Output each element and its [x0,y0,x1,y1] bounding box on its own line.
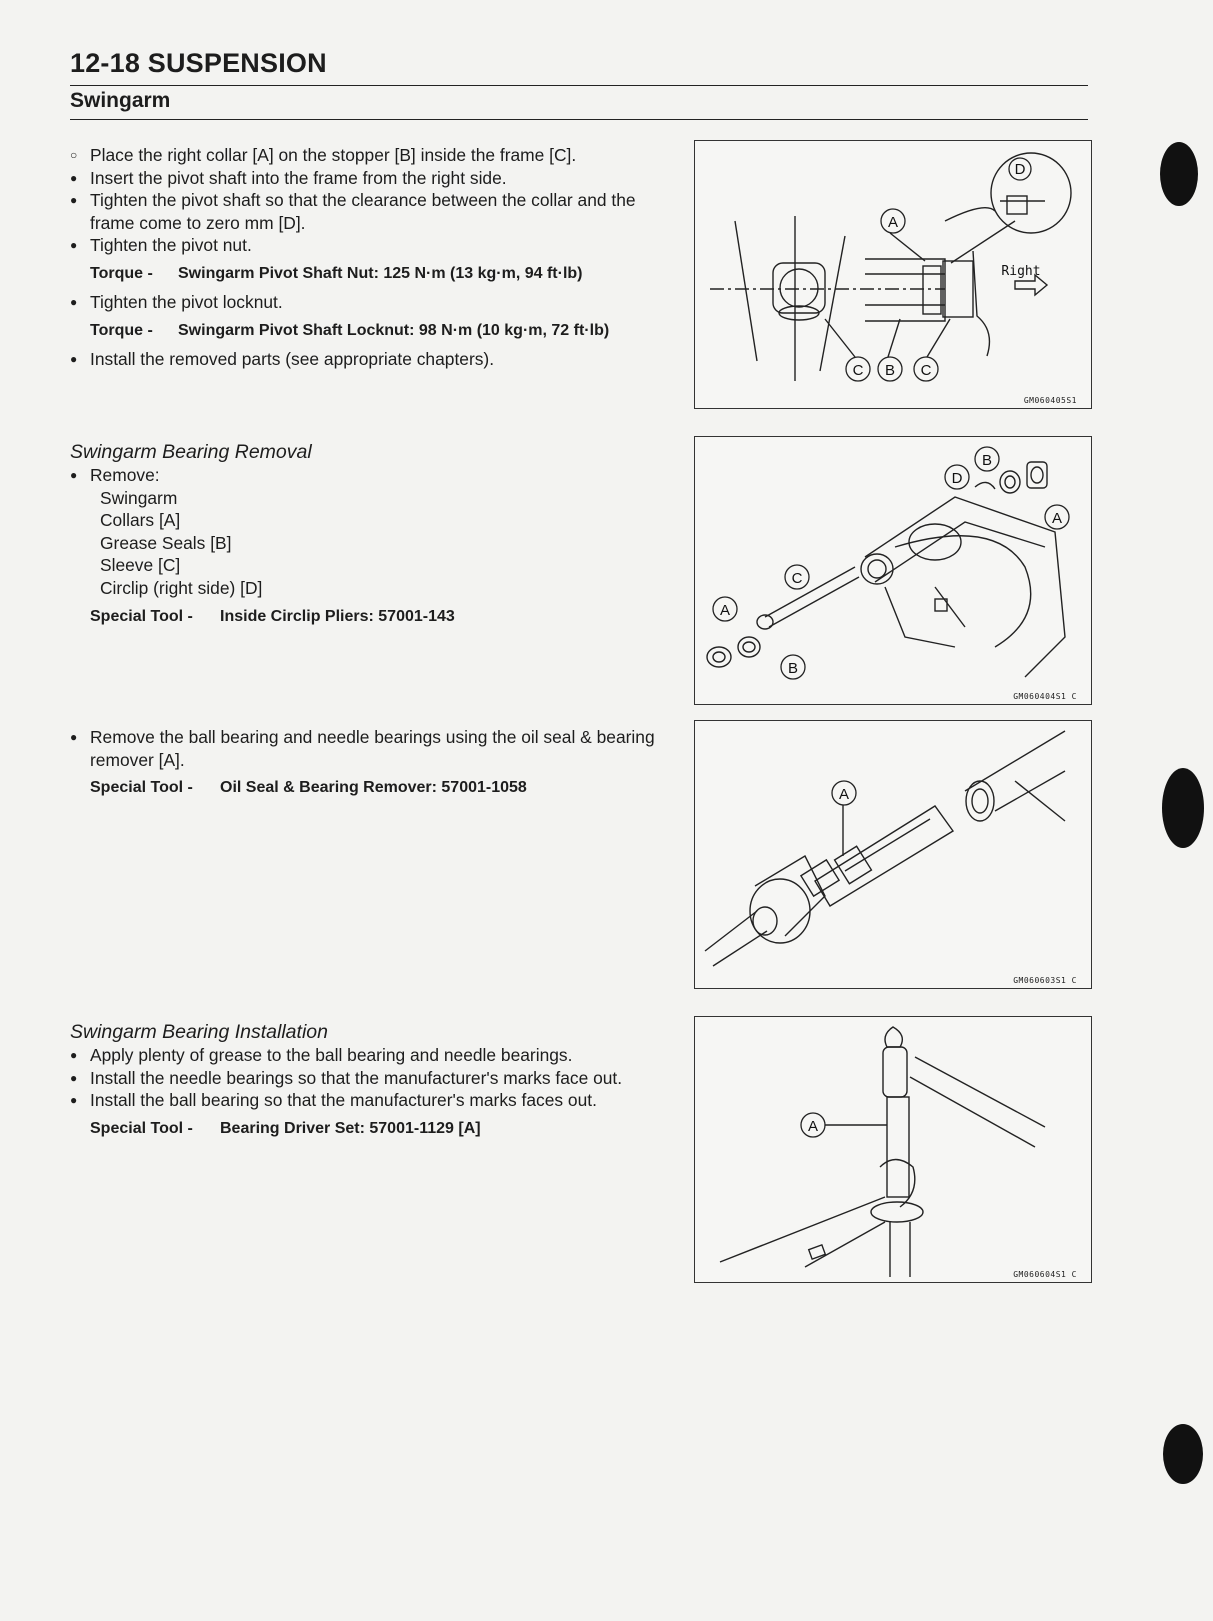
fig1-direction-label: Right [1001,264,1041,279]
figure-id: GM060404S1 C [1013,692,1077,701]
figure-id: GM060604S1 C [1013,1270,1077,1279]
part-item: Swingarm [100,487,178,508]
binder-hole-icon [1160,142,1198,206]
pivot-shaft-illustration [695,141,1091,408]
subsection-title: Swingarm Bearing Installation [70,1021,328,1043]
list-item: ● Install the removed parts (see appropriate chapters). [70,348,495,369]
binder-hole-icon [1162,768,1204,848]
fig3-label-a: A [838,786,850,803]
fig1-label-d: D [1014,161,1026,178]
bullet-icon: ● [70,730,78,744]
bullet-icon: ● [70,1070,78,1085]
figure-bearing-driver [694,1016,1092,1283]
header-rule [70,85,1088,86]
hollow-bullet-icon: ○ [70,148,78,162]
list-item: ● Tighten the pivot shaft so that the clearance between the collar and the frame come to zero mm [D]. [70,190,636,233]
list-item: ● Remove the ball bearing and needle bearings using the oil seal & bearing remover [A]. [70,727,655,770]
torque-spec: Torque - Swingarm Pivot Shaft Nut: 125 N·m (13 kg·m, 94 ft·lb) [90,264,583,282]
figure-swingarm-parts [694,436,1092,705]
bullet-icon: ● [70,1048,78,1062]
page-title: 12-18 SUSPENSION [70,48,327,78]
fig2-label-a-left: A [719,602,731,619]
subsection-title: Swingarm Bearing Removal [70,441,312,463]
figure-pivot-shaft [694,140,1092,409]
list-item: ● Install the ball bearing so that the manufacturer's marks faces out. [70,1090,597,1111]
bullet-icon: ● [70,294,78,309]
fig2-label-b-left: B [787,660,799,677]
part-item: Circlip (right side) [D] [100,577,263,598]
part-item: Grease Seals [B] [100,532,232,553]
fig2-label-c: C [791,570,803,587]
binder-hole-icon [1163,1424,1203,1484]
bearing-remover-block [70,726,668,805]
intro-block [70,144,668,370]
parts-list [70,487,668,600]
list-item: ● Apply plenty of grease to the ball bearing and needle bearings. [70,1045,573,1065]
special-tool-spec: Special Tool - Inside Circlip Pliers: 57001-143 [90,607,455,625]
list-item: ○ Place the right collar [A] on the stopper [B] inside the frame [C]. [70,145,577,165]
list-item: ● Remove: [70,465,160,485]
fig1-label-c2: C [920,362,932,379]
figure-id: GM060405S1 [1023,396,1077,405]
installation-block [70,1020,668,1146]
bearing-remover-illustration [695,721,1091,988]
part-item: Sleeve [C] [100,555,181,576]
special-tool-spec: Special Tool - Bearing Driver Set: 57001-1129 [A] [90,1119,481,1137]
figure-bearing-remover [694,720,1092,989]
fig4-label-a: A [807,1118,819,1135]
fig1-label-a: A [887,214,899,231]
bullet-icon: ● [70,170,78,185]
list-item: ● Install the needle bearings so that the manufacturer's marks face out. [70,1067,623,1088]
fig2-label-d: D [951,470,963,487]
bullet-icon: ● [70,351,78,366]
section-rule [70,119,1088,120]
section-title: Swingarm [70,89,171,112]
list-item: ● Insert the pivot shaft into the frame from the right side. [70,167,507,188]
fig2-label-a-right: A [1051,510,1063,527]
part-item: Collars [A] [100,510,181,531]
bullet-icon: ● [70,468,78,482]
removal-block [70,440,668,634]
figure-id: GM060603S1 C [1013,976,1077,985]
bearing-driver-illustration [695,1017,1091,1282]
swingarm-parts-illustration [695,437,1091,704]
fig1-label-c: C [852,362,864,379]
bullet-icon: ● [70,193,78,208]
list-item: ● Tighten the pivot nut. [70,235,252,256]
bullet-icon: ● [70,1093,78,1108]
special-tool-spec: Special Tool - Oil Seal & Bearing Remover: 57001-1058 [90,779,527,797]
fig2-label-b-right: B [981,452,993,469]
torque-spec: Torque - Swingarm Pivot Shaft Locknut: 98 N·m (10 kg·m, 72 ft·lb) [90,321,610,339]
bullet-icon: ● [70,238,78,253]
fig1-label-b: B [884,362,896,379]
list-item: ● Tighten the pivot locknut. [70,291,283,312]
